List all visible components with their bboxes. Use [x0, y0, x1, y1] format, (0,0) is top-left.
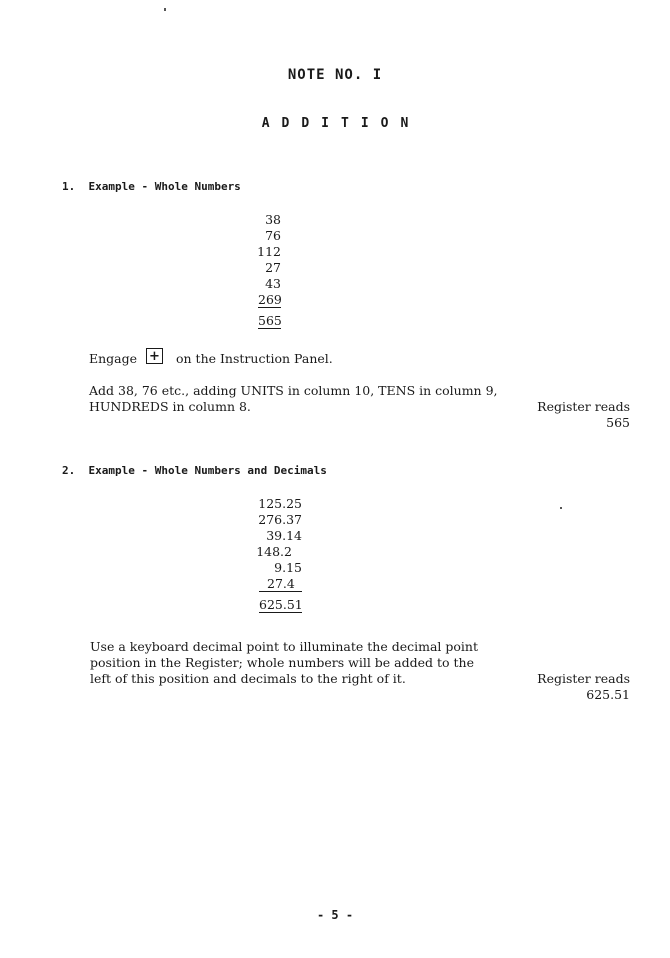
register-reads-label: Register reads — [537, 671, 630, 686]
section2-number: 276.37 — [258, 512, 302, 527]
section1-number: 27 — [265, 260, 281, 275]
section2-number: 9.15 — [274, 560, 302, 575]
section1-number: 76 — [265, 228, 281, 243]
section2-text-line: left of this position and decimals to the right of it. — [90, 671, 406, 686]
section-title: ADDITION — [261, 116, 421, 131]
section2-text-line: position in the Register; whole numbers will be added to the — [90, 655, 475, 670]
register-reads-label: Register reads — [537, 399, 630, 414]
section1-number: 43 — [265, 276, 281, 291]
scan-speck — [164, 8, 166, 11]
register-value: 565 — [606, 415, 630, 430]
section1-text-line: Add 38, 76 etc., adding UNITS in column 10, TENS in column 9, — [89, 383, 498, 398]
engage-instruction: on the Instruction Panel. — [176, 351, 333, 366]
plus-key-label: + — [149, 348, 160, 364]
section1-total: 565 — [258, 313, 282, 328]
section2-number: 148.2 — [256, 544, 292, 559]
note-title: NOTE NO. I — [287, 67, 383, 83]
section2-number: 125.25 — [258, 496, 302, 511]
register-value: 625.51 — [586, 687, 630, 702]
section2-heading: 2. Example - Whole Numbers and Decimals — [62, 464, 327, 477]
section1-number: 112 — [257, 244, 281, 259]
section1-number: 269 — [258, 292, 282, 307]
scan-speck — [560, 507, 562, 509]
section2-total: 625.51 — [259, 597, 303, 612]
section2-text-line: Use a keyboard decimal point to illuminate the decimal point — [90, 639, 478, 654]
section1-heading: 1. Example - Whole Numbers — [62, 180, 241, 193]
engage-label: Engage — [89, 351, 138, 366]
section1-text-line: HUNDREDS in column 8. — [89, 399, 251, 414]
plus-key-icon — [146, 348, 163, 364]
section2-number: 27.4 — [259, 576, 302, 592]
section1-number: 38 — [265, 212, 281, 227]
page-number: - 5 - — [316, 908, 354, 922]
section2-number: 39.14 — [266, 528, 302, 543]
